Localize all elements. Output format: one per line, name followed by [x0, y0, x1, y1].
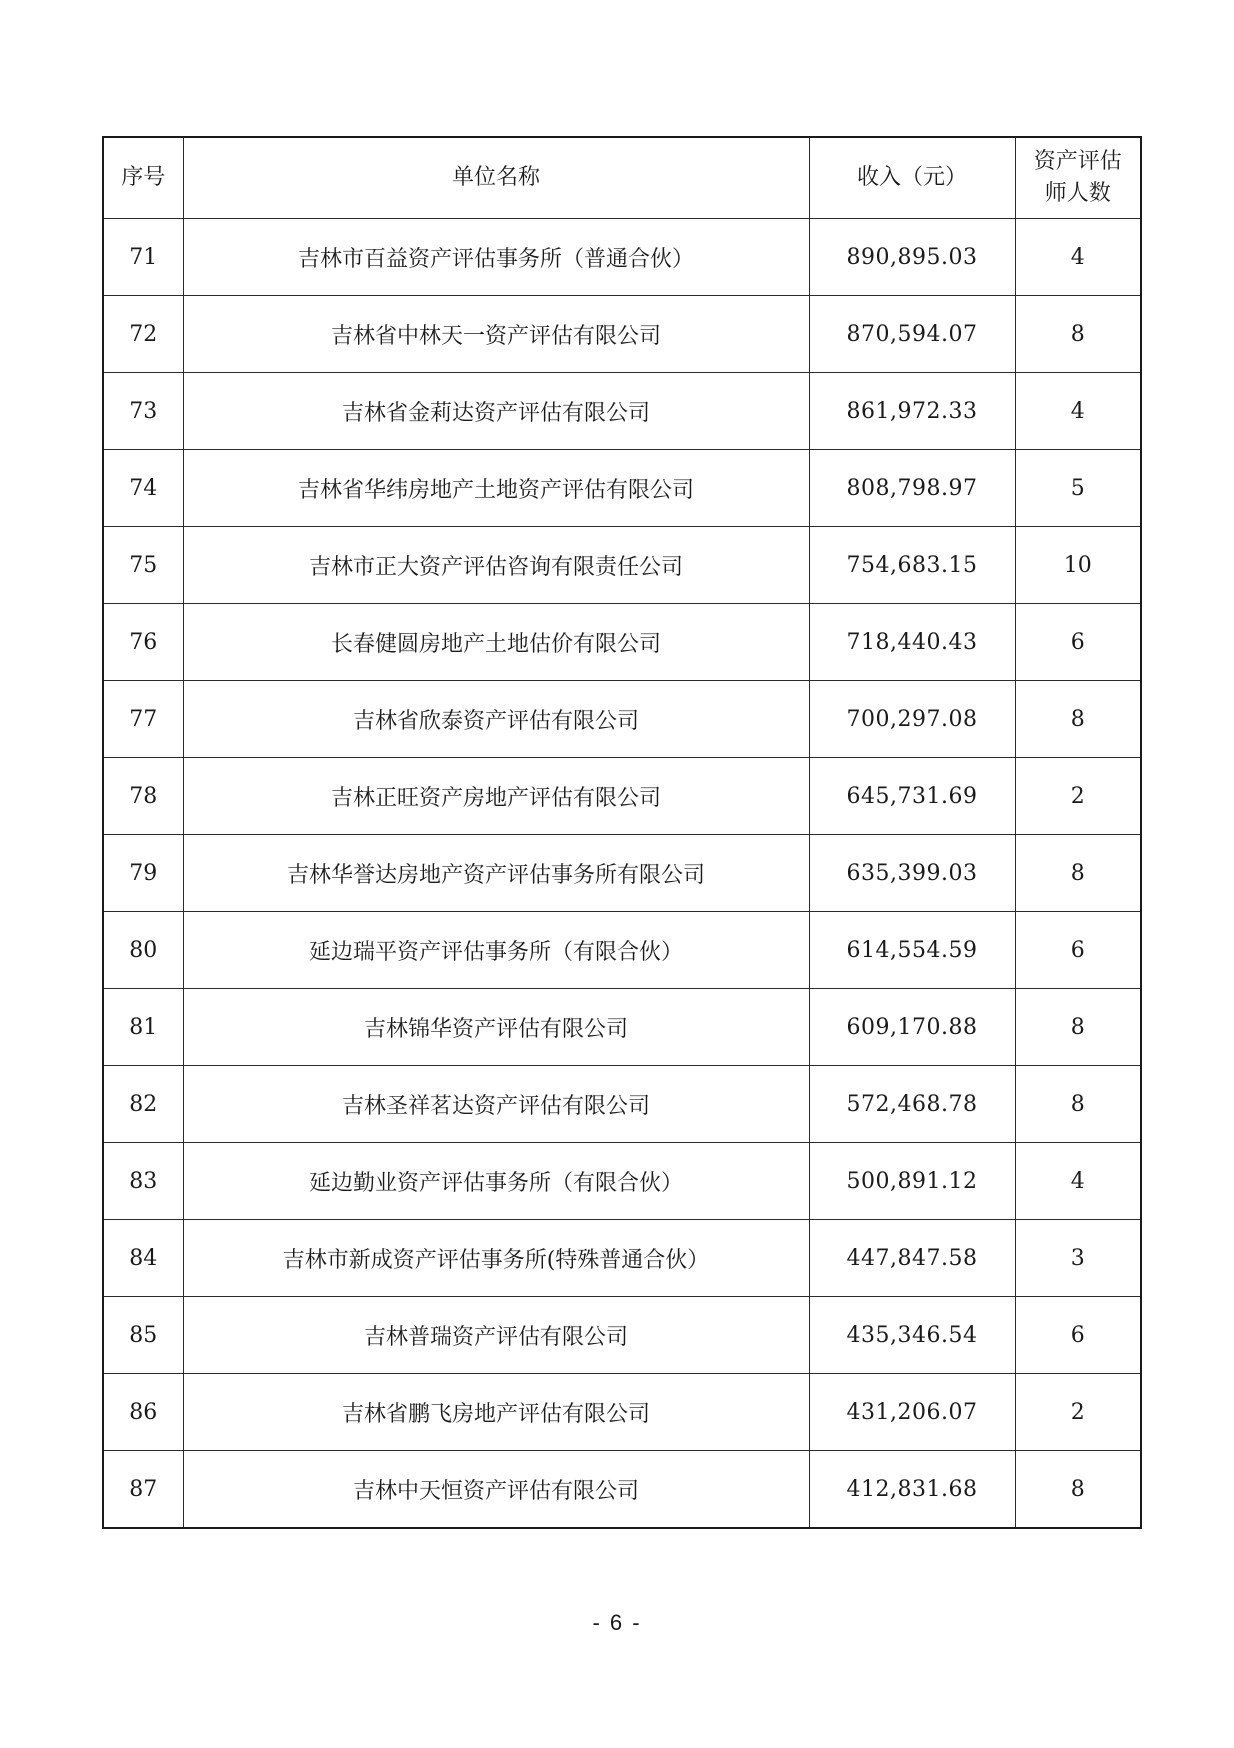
cell-name: 吉林市百益资产评估事务所（普通合伙） — [183, 219, 809, 296]
cell-seq: 85 — [103, 1297, 183, 1374]
table-row — [103, 758, 1141, 835]
appraisal-firm-table — [102, 136, 1142, 1529]
cell-seq: 86 — [103, 1374, 183, 1451]
cell-name: 延边瑞平资产评估事务所（有限合伙） — [183, 912, 809, 989]
cell-seq: 73 — [103, 373, 183, 450]
table-row — [103, 1374, 1141, 1451]
cell-count: 6 — [1015, 1297, 1141, 1374]
table-row — [103, 1451, 1141, 1529]
cell-name: 吉林正旺资产房地产评估有限公司 — [183, 758, 809, 835]
cell-count: 8 — [1015, 1066, 1141, 1143]
header-income: 收入（元） — [809, 137, 1015, 219]
cell-name: 长春健圆房地产土地估价有限公司 — [183, 604, 809, 681]
cell-seq: 77 — [103, 681, 183, 758]
table-header-row — [103, 137, 1141, 219]
cell-name: 吉林省欣泰资产评估有限公司 — [183, 681, 809, 758]
cell-income: 635,399.03 — [809, 835, 1015, 912]
cell-seq: 82 — [103, 1066, 183, 1143]
cell-count: 2 — [1015, 1374, 1141, 1451]
cell-count: 8 — [1015, 296, 1141, 373]
cell-name: 吉林锦华资产评估有限公司 — [183, 989, 809, 1066]
cell-name: 吉林普瑞资产评估有限公司 — [183, 1297, 809, 1374]
table-row — [103, 527, 1141, 604]
cell-name: 吉林华誉达房地产资产评估事务所有限公司 — [183, 835, 809, 912]
cell-seq: 75 — [103, 527, 183, 604]
cell-seq: 81 — [103, 989, 183, 1066]
cell-name: 吉林省鹏飞房地产评估有限公司 — [183, 1374, 809, 1451]
document-sheet — [102, 136, 1140, 1529]
table-row — [103, 989, 1141, 1066]
cell-name: 吉林中天恒资产评估有限公司 — [183, 1451, 809, 1529]
cell-income: 431,206.07 — [809, 1374, 1015, 1451]
cell-count: 10 — [1015, 527, 1141, 604]
cell-income: 645,731.69 — [809, 758, 1015, 835]
cell-income: 808,798.97 — [809, 450, 1015, 527]
cell-name: 吉林市正大资产评估咨询有限责任公司 — [183, 527, 809, 604]
table-row — [103, 1066, 1141, 1143]
table-row — [103, 1220, 1141, 1297]
cell-count: 6 — [1015, 912, 1141, 989]
cell-seq: 76 — [103, 604, 183, 681]
cell-count: 4 — [1015, 373, 1141, 450]
cell-seq: 87 — [103, 1451, 183, 1529]
cell-seq: 84 — [103, 1220, 183, 1297]
table-row — [103, 912, 1141, 989]
cell-name: 吉林圣祥茗达资产评估有限公司 — [183, 1066, 809, 1143]
table-row — [103, 450, 1141, 527]
cell-income: 861,972.33 — [809, 373, 1015, 450]
cell-income: 412,831.68 — [809, 1451, 1015, 1529]
cell-income: 614,554.59 — [809, 912, 1015, 989]
table-row — [103, 219, 1141, 296]
cell-income: 754,683.15 — [809, 527, 1015, 604]
cell-count: 5 — [1015, 450, 1141, 527]
cell-income: 700,297.08 — [809, 681, 1015, 758]
cell-seq: 83 — [103, 1143, 183, 1220]
header-count-label: 资产评估师人数 — [1033, 149, 1122, 206]
cell-income: 890,895.03 — [809, 219, 1015, 296]
table-row — [103, 604, 1141, 681]
cell-seq: 74 — [103, 450, 183, 527]
cell-income: 572,468.78 — [809, 1066, 1015, 1143]
page-number: - 6 - — [592, 1610, 642, 1635]
cell-income: 435,346.54 — [809, 1297, 1015, 1374]
cell-income: 447,847.58 — [809, 1220, 1015, 1297]
header-count — [1015, 137, 1141, 219]
cell-seq: 78 — [103, 758, 183, 835]
table-row — [103, 373, 1141, 450]
cell-count: 8 — [1015, 1451, 1141, 1529]
table-row — [103, 681, 1141, 758]
cell-count: 4 — [1015, 1143, 1141, 1220]
table-row — [103, 1143, 1141, 1220]
cell-income: 718,440.43 — [809, 604, 1015, 681]
cell-seq: 79 — [103, 835, 183, 912]
cell-count: 6 — [1015, 604, 1141, 681]
cell-count: 8 — [1015, 681, 1141, 758]
table-row — [103, 1297, 1141, 1374]
cell-name: 吉林省中林天一资产评估有限公司 — [183, 296, 809, 373]
cell-count: 8 — [1015, 989, 1141, 1066]
cell-count: 2 — [1015, 758, 1141, 835]
cell-count: 8 — [1015, 835, 1141, 912]
cell-income: 870,594.07 — [809, 296, 1015, 373]
cell-name: 吉林市新成资产评估事务所(特殊普通合伙） — [183, 1220, 809, 1297]
header-seq: 序号 — [103, 137, 183, 219]
cell-seq: 72 — [103, 296, 183, 373]
cell-count: 4 — [1015, 219, 1141, 296]
cell-seq: 80 — [103, 912, 183, 989]
table-row — [103, 835, 1141, 912]
cell-name: 吉林省华纬房地产土地资产评估有限公司 — [183, 450, 809, 527]
table-row — [103, 296, 1141, 373]
cell-count: 3 — [1015, 1220, 1141, 1297]
header-name: 单位名称 — [183, 137, 809, 219]
table-body — [103, 219, 1141, 1529]
cell-name: 延边勤业资产评估事务所（有限合伙） — [183, 1143, 809, 1220]
cell-name: 吉林省金莉达资产评估有限公司 — [183, 373, 809, 450]
cell-income: 609,170.88 — [809, 989, 1015, 1066]
cell-income: 500,891.12 — [809, 1143, 1015, 1220]
cell-seq: 71 — [103, 219, 183, 296]
